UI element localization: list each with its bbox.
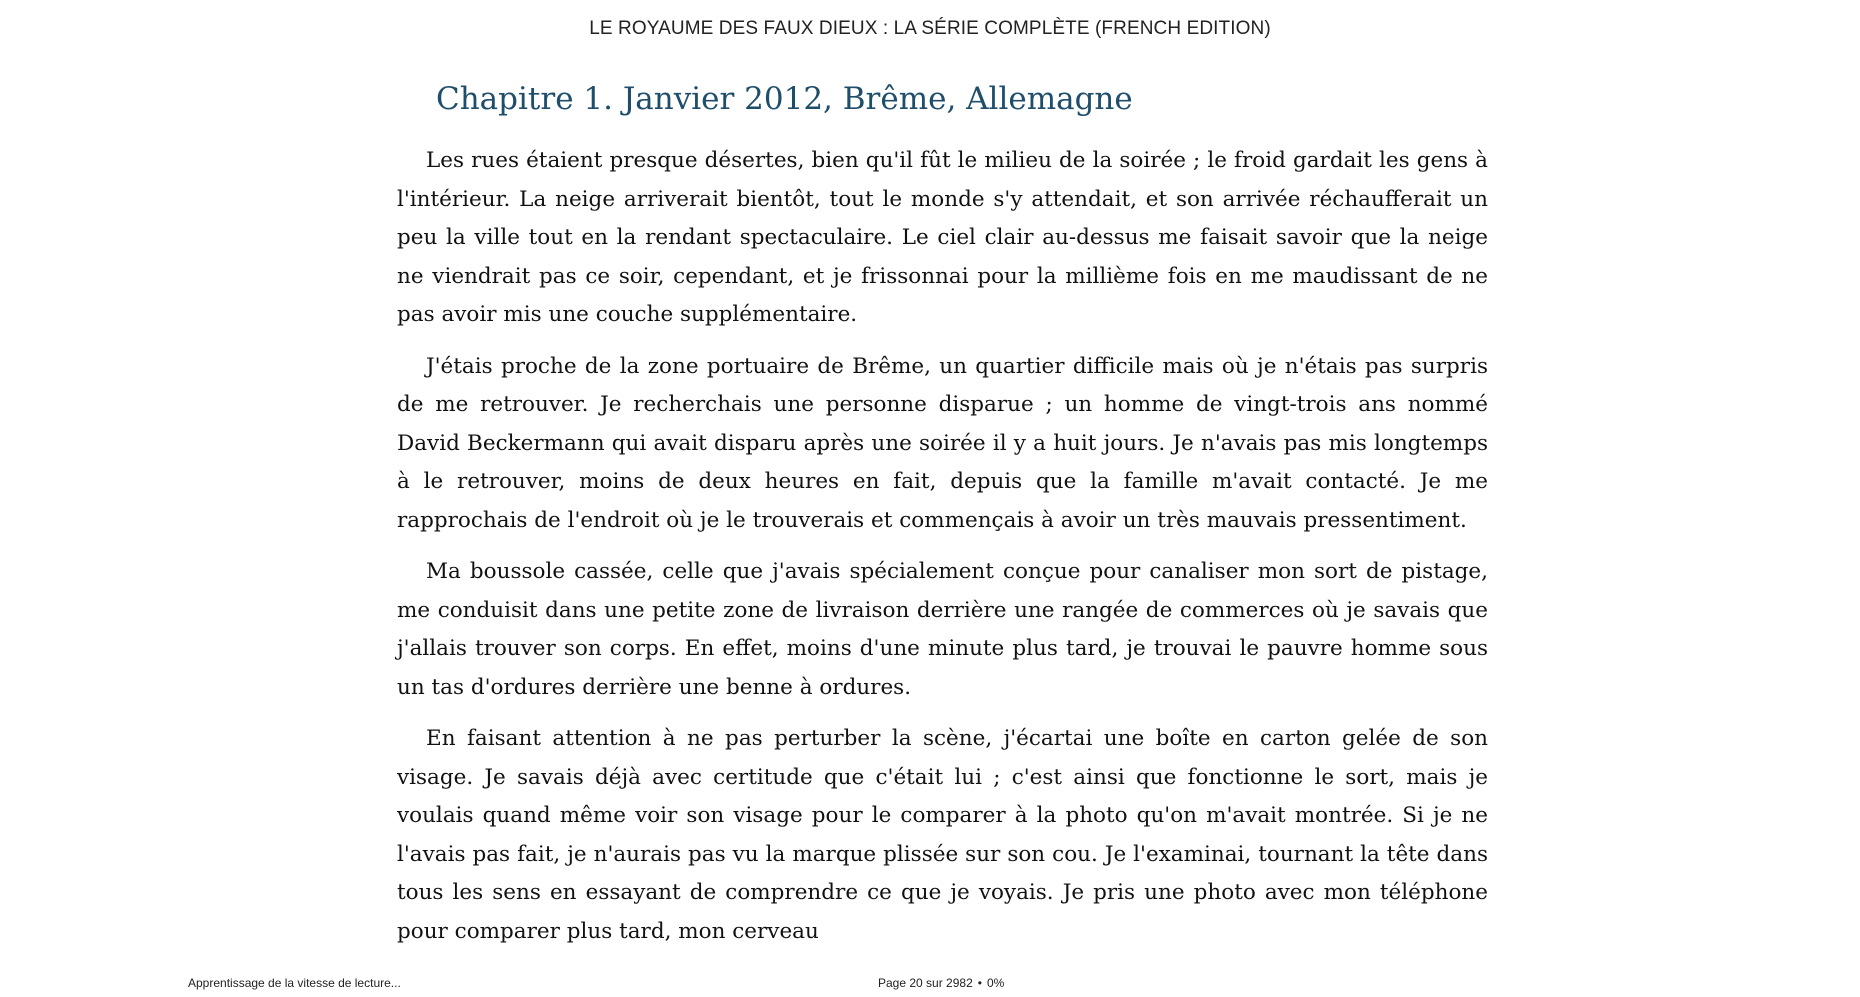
progress-percent: 0% <box>986 976 1005 990</box>
paragraph: J'étais proche de la zone portuaire de Brême, un quartier difficile mais où je n'étais pas surpris de me retrouver. Je recherchais une personne disparue ; un homme de vingt-trois ans nommé David Beckermann qui avait disparu après une soirée il y a huit jours. Je n'avais pas mis longtemps à le retrouver, moins de deux heures en fait, depuis que la famille m'avait contacté. Je me rapprochais de l'endroit où je le trouverais et commençais à avoir un très mauvais pressentiment. <box>397 353 1488 533</box>
page-progress <box>878 976 1004 990</box>
paragraph: Les rues étaient presque désertes, bien qu'il fût le milieu de la soirée ; le froid gardait les gens à l'intérieur. La neige arriverait bientôt, tout le monde s'y attendait, et son arrivée réchaufferait un peu la ville tout en la rendant spectaculaire. Le ciel clair au-dessus me faisait savoir que la neige ne viendrait pas ce soir, cependant, et je frissonnai pour la millième fois en me maudissant de ne pas avoir mis une couche supplémentaire. <box>397 148 1488 327</box>
reading-page[interactable] <box>397 74 1488 964</box>
progress-separator: • <box>977 976 982 990</box>
book-title: LE ROYAUME DES FAUX DIEUX : LA SÉRIE COMPLÈTE (FRENCH EDITION) <box>589 18 1271 39</box>
page-position: Page 20 sur 2982 <box>878 976 973 990</box>
paragraph: Ma boussole cassée, celle que j'avais spécialement conçue pour canaliser mon sort de pistage, me conduisit dans une petite zone de livraison derrière une rangée de commerces où je savais que j'allais trouver son corps. En effet, moins d'une minute plus tard, je trouvai le pauvre homme sous un tas d'ordures derrière une benne à ordures. <box>397 559 1488 700</box>
reading-speed-status: Apprentissage de la vitesse de lecture... <box>188 976 401 990</box>
paragraph: En faisant attention à ne pas perturber la scène, j'écartai une boîte en carton gelée de son visage. Je savais déjà avec certitude que c'était lui ; c'est ainsi que fonctionne le sort, mais je voulais quand même voir son visage pour le comparer à la photo qu'on m'avait montrée. Si je ne l'avais pas fait, je n'aurais pas vu la marque plissée sur son cou. Je l'examinai, tournant la tête dans tous les sens en essayant de comprendre ce que je voyais. Je pris une photo avec mon téléphone pour comparer plus tard, mon cerveau <box>397 726 1488 944</box>
chapter-title: Chapitre 1. Janvier 2012, Brême, Allemagne <box>436 81 1133 117</box>
